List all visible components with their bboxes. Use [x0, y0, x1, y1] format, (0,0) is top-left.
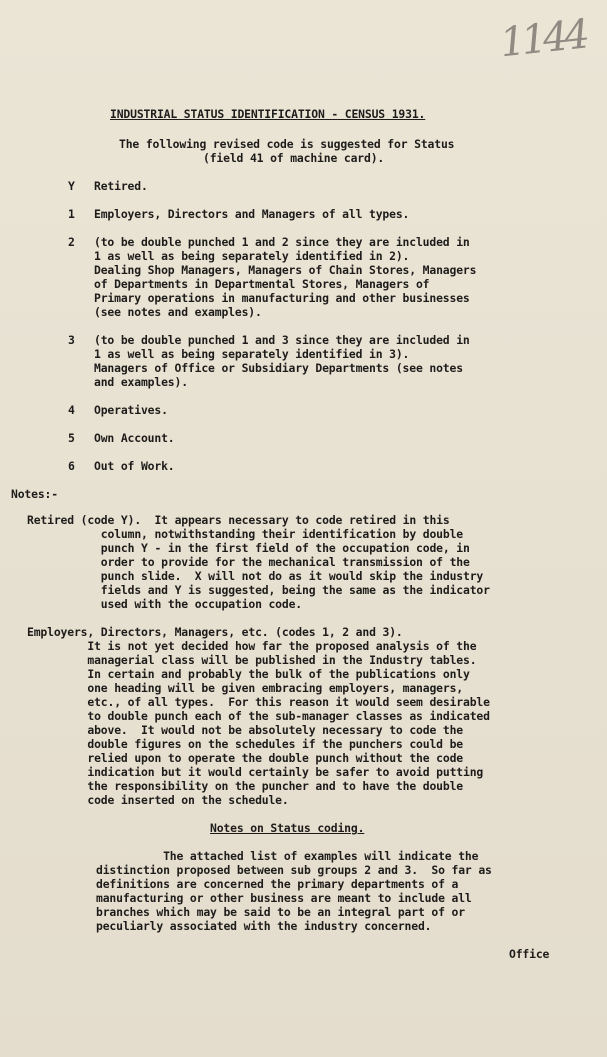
status-paragraph-line-5: branches which may be said to be an integral part of or [96, 905, 465, 919]
code-2-line-6: (see notes and examples). [94, 305, 262, 319]
code-4-text: Operatives. [94, 403, 168, 417]
employers-note-line-11: indication but it would certainly be safer to avoid putting [27, 765, 484, 779]
code-4-label: 4 [68, 403, 75, 417]
code-2-line-3: Dealing Shop Managers, Managers of Chain Stores, Managers [94, 263, 477, 277]
employers-note-line-7: to double punch each of the sub-manager classes as indicated [27, 709, 490, 723]
code-2-label: 2 [68, 235, 75, 249]
code-3-line-1: (to be double punched 1 and 3 since they are included in [94, 333, 470, 347]
status-coding-heading: Notes on Status coding. [210, 821, 365, 835]
employers-note-line-5: one heading will be given embracing employers, managers, [27, 681, 464, 695]
code-1-label: 1 [68, 207, 75, 221]
retired-note-line-5: punch slide. X will not do as it would skip the industry [27, 569, 484, 583]
status-paragraph-line-3: definitions are concerned the primary departments of a [96, 877, 459, 891]
code-1-text: Employers, Directors and Managers of all types. [94, 207, 410, 221]
employers-note-line-6: etc., of all types. For this reason it would seem desirable [27, 695, 490, 709]
retired-note-line-7: used with the occupation code. [27, 597, 303, 611]
code-2-line-1: (to be double punched 1 and 2 since they are included in [94, 235, 470, 249]
intro-line-2: (field 41 of machine card). [203, 151, 385, 165]
status-paragraph-line-2: distinction proposed between sub groups 2 and 3. So far as [96, 863, 492, 877]
code-3-line-3: Managers of Office or Subsidiary Departments (see notes [94, 361, 463, 375]
employers-note-line-9: double figures on the schedules if the punchers could be [27, 737, 464, 751]
intro-line-1: The following revised code is suggested for Status [119, 137, 455, 151]
retired-note-line-1: Retired (code Y). It appears necessary to code retired in this [27, 513, 450, 527]
status-paragraph-line-4: manufacturing or other business are meant to include all [96, 891, 472, 905]
employers-note-line-12: the responsibility on the puncher and to have the double [27, 779, 464, 793]
code-5-label: 5 [68, 431, 75, 445]
employers-note-line-13: code inserted on the schedule. [27, 793, 289, 807]
employers-note-line-10: relied upon to operate the double punch without the code [27, 751, 464, 765]
code-y-text: Retired. [94, 179, 148, 193]
catchword: Office [509, 947, 550, 961]
notes-label: Notes:- [11, 487, 58, 501]
employers-note-line-4: In certain and probably the bulk of the publications only [27, 667, 470, 681]
status-paragraph-line-1: The attached list of examples will indicate the [96, 849, 479, 863]
employers-note-line-2: It is not yet decided how far the proposed analysis of the [27, 639, 477, 653]
retired-note-line-6: fields and Y is suggested, being the same as the indicator [27, 583, 490, 597]
code-6-text: Out of Work. [94, 459, 175, 473]
code-2-line-4: of Departments in Departmental Stores, Managers of [94, 277, 430, 291]
employers-note-line-3: managerial class will be published in the Industry tables. [27, 653, 477, 667]
employers-note-line-8: above. It would not be absolutely necessary to code the [27, 723, 464, 737]
code-5-text: Own Account. [94, 431, 175, 445]
employers-note-line-1: Employers, Directors, Managers, etc. (codes 1, 2 and 3). [27, 625, 403, 639]
retired-note-line-4: order to provide for the mechanical transmission of the [27, 555, 470, 569]
code-2-line-5: Primary operations in manufacturing and other businesses [94, 291, 470, 305]
code-3-line-2: 1 as well as being separately identified in 3). [94, 347, 410, 361]
code-3-line-4: and examples). [94, 375, 188, 389]
code-2-line-2: 1 as well as being separately identified in 2). [94, 249, 410, 263]
code-6-label: 6 [68, 459, 75, 473]
code-y-label: Y [68, 179, 75, 193]
status-paragraph-line-6: peculiarly associated with the industry concerned. [96, 919, 432, 933]
retired-note-line-2: column, notwithstanding their identification by double [27, 527, 464, 541]
code-3-label: 3 [68, 333, 75, 347]
retired-note-line-3: punch Y - in the first field of the occupation code, in [27, 541, 470, 555]
document-title: INDUSTRIAL STATUS IDENTIFICATION - CENSUS 1931. [110, 107, 426, 121]
handwritten-reference-number: 1144 [497, 11, 588, 67]
